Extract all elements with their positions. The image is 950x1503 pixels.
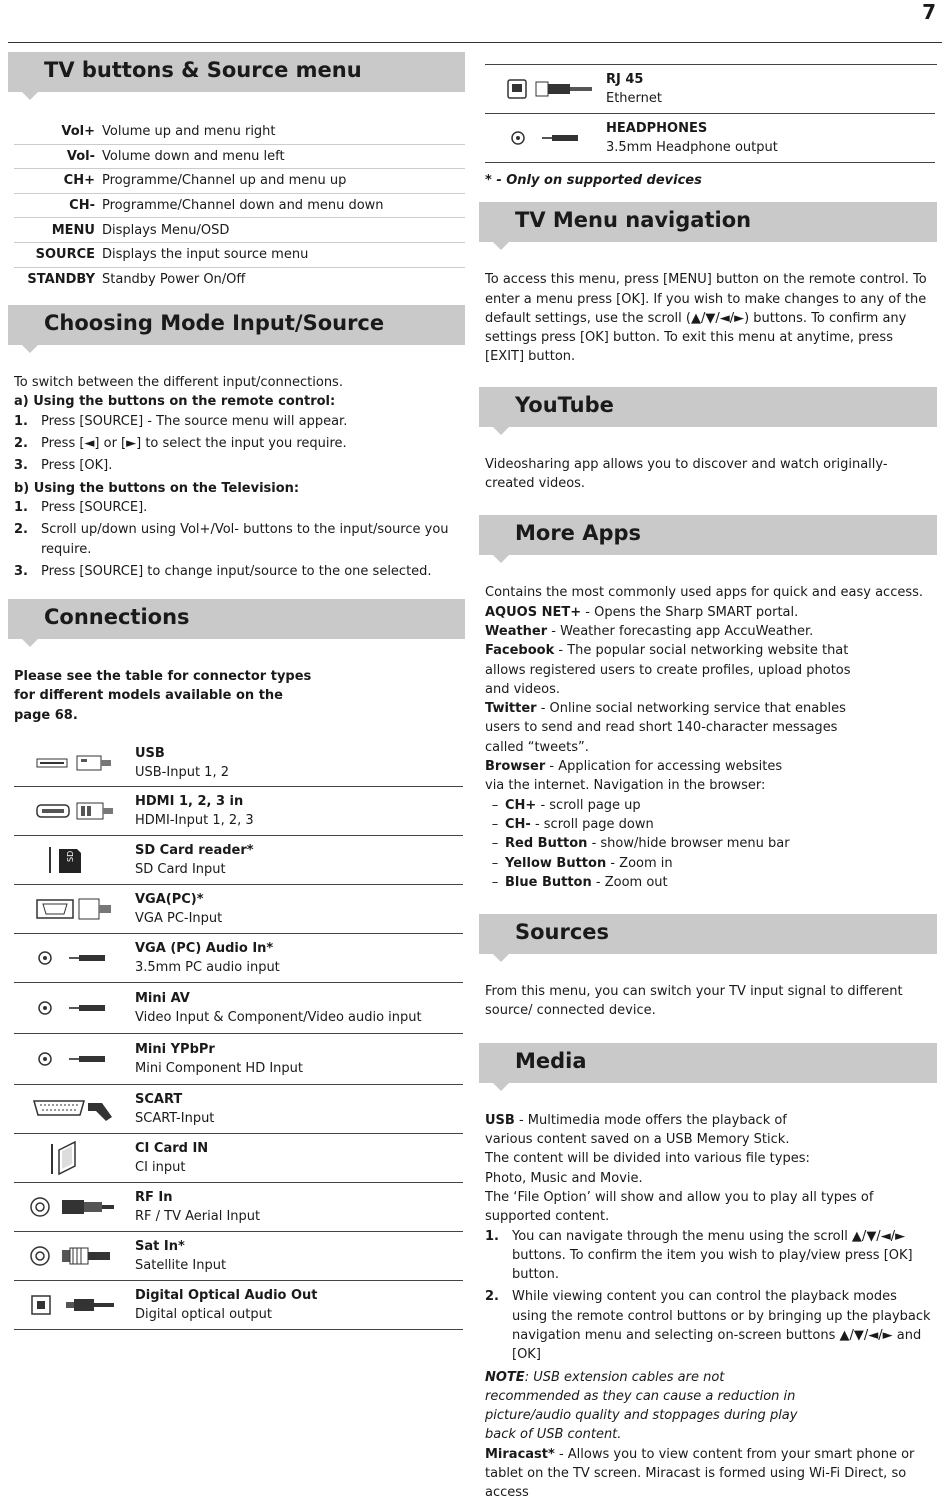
- app-item: [479, 622, 937, 641]
- browser-list-item: – CH+ - scroll page up: [491, 797, 641, 813]
- app-desc: - Opens the Sharp SMART portal.: [581, 604, 799, 620]
- browser-list-item: – Red Button - show/hide browser menu bar: [491, 836, 790, 852]
- audio-jack-icon: [14, 948, 135, 968]
- step: [479, 1227, 937, 1285]
- browser-desc: - Zoom in: [606, 855, 673, 871]
- connections-table: [8, 739, 465, 1330]
- sat-connector-icon: [14, 1243, 135, 1269]
- step: [8, 498, 465, 517]
- connection-row: [14, 787, 463, 836]
- connection-name: Sat In*: [135, 1239, 185, 1255]
- connection-desc: SCART-Input: [135, 1111, 215, 1127]
- connection-desc: Ethernet: [606, 91, 662, 106]
- connection-name: VGA (PC) Audio In*: [135, 941, 274, 957]
- connection-name: USB: [135, 745, 165, 761]
- button-desc: Programme/Channel down and menu down: [102, 198, 384, 214]
- section-header-youtube: [479, 387, 937, 427]
- connection-row: [14, 1232, 463, 1281]
- connection-row: [14, 1134, 463, 1183]
- connection-desc: Satellite Input: [135, 1258, 227, 1274]
- media-note: [479, 1368, 937, 1445]
- button-desc: Displays Menu/OSD: [102, 222, 230, 238]
- connection-name: Digital Optical Audio Out: [135, 1288, 318, 1304]
- app-name: AQUOS NET+: [485, 604, 582, 620]
- app-desc: - Online social networking service that enables users to send and read short 140-character messages called “tweets”.: [485, 701, 846, 755]
- button-key: SOURCE: [35, 247, 95, 263]
- connection-name: CI Card IN: [135, 1141, 209, 1157]
- connections-table-continued: [485, 64, 937, 163]
- step-text: Press [◄] or [►] to select the input you require.: [41, 436, 347, 452]
- connection-name: SD Card reader*: [135, 843, 254, 859]
- connection-row: [14, 983, 463, 1034]
- audio-jack-icon: [14, 1049, 135, 1069]
- media-miracast-label: Miracast*: [485, 1446, 555, 1462]
- right-column: [479, 64, 937, 1503]
- connection-row: [14, 1281, 463, 1330]
- button-desc: Displays the input source menu: [102, 247, 309, 263]
- connection-name: Mini YPbPr: [135, 1042, 215, 1058]
- step-num: 1.: [14, 499, 28, 515]
- section-header-connections: [8, 599, 465, 639]
- connection-row: [14, 836, 463, 885]
- connection-row: [485, 65, 935, 114]
- connection-desc: 3.5mm Headphone output: [606, 140, 778, 155]
- app-item: [479, 603, 937, 622]
- app-name: Twitter: [485, 701, 537, 717]
- step: [8, 434, 465, 453]
- ci-card-icon: [14, 1140, 135, 1176]
- button-key: MENU: [51, 222, 95, 238]
- app-item: [479, 641, 937, 699]
- section-title: YouTube: [515, 392, 614, 417]
- app-desc: - Application for accessing websites via the internet. Navigation in the browser:: [485, 759, 783, 794]
- section-title: Choosing Mode Input/Source: [44, 311, 385, 336]
- step: [8, 412, 465, 431]
- step-num: 3.: [14, 458, 28, 474]
- app-desc: - The popular social networking website that allows registered users to create profiles, upload photos and videos.: [485, 643, 851, 697]
- app-name: Browser: [485, 759, 546, 775]
- button-row: [14, 145, 465, 170]
- connection-name: RJ 45: [606, 72, 644, 87]
- connection-name: Mini AV: [135, 991, 190, 1007]
- step-text: Press [SOURCE] - The source menu will appear.: [41, 413, 348, 429]
- section-header-tv-buttons: [8, 52, 465, 92]
- connection-name: HDMI 1, 2, 3 in: [135, 794, 244, 810]
- connection-row: [14, 739, 463, 787]
- page-number: 7: [922, 0, 936, 24]
- app-item: [479, 699, 937, 757]
- section-title: TV Menu navigation: [515, 208, 752, 233]
- app-name: Weather: [485, 623, 548, 639]
- step-num: 2.: [14, 522, 28, 538]
- step-text: Press [OK].: [41, 458, 113, 474]
- connection-row: [485, 114, 935, 163]
- connection-desc: HDMI-Input 1, 2, 3: [135, 813, 254, 829]
- connection-row: [14, 1034, 463, 1085]
- sd-card-icon: [14, 845, 135, 875]
- button-row: [14, 169, 465, 194]
- step-text: Press [SOURCE].: [41, 499, 148, 515]
- vga-icon: [14, 896, 135, 922]
- media-miracast: [479, 1445, 937, 1503]
- browser-list-item: – Yellow Button - Zoom in: [491, 855, 673, 871]
- step-text: Press [SOURCE] to change input/source to the one selected.: [41, 563, 432, 579]
- audio-jack-icon: [14, 998, 135, 1018]
- app-desc: - Weather forecasting app AccuWeather.: [547, 623, 814, 639]
- step-num: 1.: [14, 413, 28, 429]
- button-desc: Programme/Channel up and menu up: [102, 173, 347, 189]
- tv-menu-text: To access this menu, press [MENU] button on the remote control. To enter a menu press [OK]. If you wish to make changes to any of the default settings, use the scroll (▲/▼/◄/►) buttons. To confirm any settings press [OK] button. To exit this menu at anytime, press [EXIT] button.: [485, 272, 927, 365]
- connection-desc: VGA PC-Input: [135, 911, 223, 927]
- step-num: 1.: [485, 1228, 499, 1244]
- browser-list-item: – Blue Button - Zoom out: [491, 874, 668, 890]
- step-text: You can navigate through the menu using the scroll ▲/▼/◄/► buttons. To confirm the item you wish to play/view press [OK] button.: [512, 1228, 913, 1283]
- app-name: Facebook: [485, 643, 555, 659]
- left-column: [8, 52, 465, 1330]
- section-title: Connections: [44, 605, 190, 630]
- connection-name: HEADPHONES: [606, 121, 708, 136]
- headphone-jack-icon: [485, 128, 606, 148]
- browser-key: Blue Button: [505, 874, 592, 890]
- step-num: 2.: [14, 436, 28, 452]
- section-title: Media: [515, 1048, 587, 1073]
- connection-row: [14, 885, 463, 934]
- more-apps-intro: Contains the most commonly used apps for quick and easy access.: [485, 585, 924, 601]
- connection-row: [14, 934, 463, 983]
- connection-desc: Digital optical output: [135, 1307, 272, 1323]
- browser-key: Yellow Button: [505, 855, 607, 871]
- button-row: [14, 120, 465, 145]
- rf-connector-icon: [14, 1194, 135, 1220]
- connection-row: [14, 1085, 463, 1134]
- step: [8, 562, 465, 581]
- button-key: Vol+: [61, 124, 95, 140]
- step-text: Scroll up/down using Vol+/Vol- buttons to the input/source you require.: [41, 522, 449, 557]
- button-desc: Volume up and menu right: [102, 124, 276, 140]
- step-num: 3.: [14, 563, 28, 579]
- section-header-tv-menu: [479, 202, 937, 242]
- media-miracast-text: - Allows you to view content from your smart phone or tablet on the TV screen. Miracast is formed using Wi-Fi Direct, so access: [485, 1446, 915, 1501]
- media-file-option: The ‘File Option’ will show and allow you to play all types of supported content.: [485, 1189, 874, 1225]
- button-row: [14, 243, 465, 268]
- section-header-media: [479, 1043, 937, 1083]
- choosing-a-head: a) Using the buttons on the remote control:: [14, 394, 336, 410]
- scart-icon: [14, 1095, 135, 1123]
- connection-name: SCART: [135, 1092, 183, 1108]
- browser-list-item: – CH- - scroll page down: [491, 816, 654, 832]
- button-desc: Standby Power On/Off: [102, 271, 246, 287]
- browser-desc: - show/hide browser menu bar: [587, 836, 790, 852]
- connection-desc: SD Card Input: [135, 862, 226, 878]
- button-key: STANDBY: [27, 271, 95, 287]
- choosing-b-head: b) Using the buttons on the Television:: [14, 480, 300, 496]
- section-title: More Apps: [515, 521, 642, 546]
- button-row: [14, 268, 465, 292]
- connection-row: [14, 1183, 463, 1232]
- connection-desc: CI input: [135, 1160, 186, 1176]
- connection-desc: 3.5mm PC audio input: [135, 960, 280, 976]
- youtube-text: Videosharing app allows you to discover and watch originally-created videos.: [485, 456, 888, 492]
- connection-desc: Video Input & Component/Video audio input: [135, 1010, 422, 1026]
- section-title: Sources: [515, 920, 610, 945]
- button-key: CH+: [63, 173, 95, 189]
- media-note-text: : USB extension cables are not recommended as they can cause a reduction in picture/audio quality and stoppages during play back of USB content.: [485, 1369, 798, 1443]
- connection-desc: USB-Input 1, 2: [135, 764, 229, 780]
- choosing-intro: To switch between the different input/connections.: [14, 375, 343, 391]
- ethernet-icon: [485, 76, 606, 102]
- app-item: [479, 757, 937, 796]
- step-text: While viewing content you can control the playback modes using the remote control buttons or by bringing up the playback navigation menu and selecting on-screen buttons ▲/▼/◄/► and [OK]: [512, 1289, 931, 1363]
- media-usb: [479, 1111, 937, 1188]
- button-desc: Volume down and menu left: [102, 148, 285, 164]
- media-note-label: NOTE: [485, 1369, 525, 1385]
- browser-key: Red Button: [505, 836, 588, 852]
- sd-card-icon-label: SD: [65, 850, 75, 863]
- media-usb-text: - Multimedia mode offers the playback of various content saved on a USB Memory Stick. The content will be divided into various file types: Photo, Music and Movie.: [485, 1112, 810, 1186]
- step: [8, 520, 465, 559]
- browser-desc: - scroll page down: [530, 816, 654, 832]
- button-key: CH-: [69, 198, 95, 214]
- connections-intro: Please see the table for connector types for different models available on the page 68.: [14, 669, 312, 723]
- hdmi-icon: [14, 800, 135, 822]
- browser-desc: - scroll page up: [536, 797, 641, 813]
- optical-icon: [14, 1293, 135, 1317]
- button-row: [14, 218, 465, 243]
- browser-key: CH+: [505, 797, 537, 813]
- section-header-sources: [479, 914, 937, 954]
- button-key: Vol-: [66, 148, 95, 164]
- usb-icon: [14, 752, 135, 774]
- button-row: [14, 194, 465, 219]
- media-usb-label: USB: [485, 1112, 515, 1128]
- connection-desc: Mini Component HD Input: [135, 1061, 303, 1077]
- connection-name: RF In: [135, 1190, 173, 1206]
- footnote: * - Only on supported devices: [485, 173, 702, 188]
- step: [479, 1287, 937, 1364]
- step-num: 2.: [485, 1289, 499, 1305]
- step: [8, 456, 465, 475]
- browser-key: CH-: [505, 816, 531, 832]
- section-header-choosing: [8, 305, 465, 345]
- buttons-table: [8, 120, 465, 291]
- section-header-more-apps: [479, 515, 937, 555]
- connection-desc: RF / TV Aerial Input: [135, 1209, 261, 1225]
- connection-name: VGA(PC)*: [135, 892, 204, 908]
- section-title: TV buttons & Source menu: [44, 58, 362, 82]
- sources-text: From this menu, you can switch your TV input signal to different source/ connected device.: [485, 984, 903, 1019]
- top-divider: [8, 42, 942, 43]
- browser-desc: - Zoom out: [591, 874, 668, 890]
